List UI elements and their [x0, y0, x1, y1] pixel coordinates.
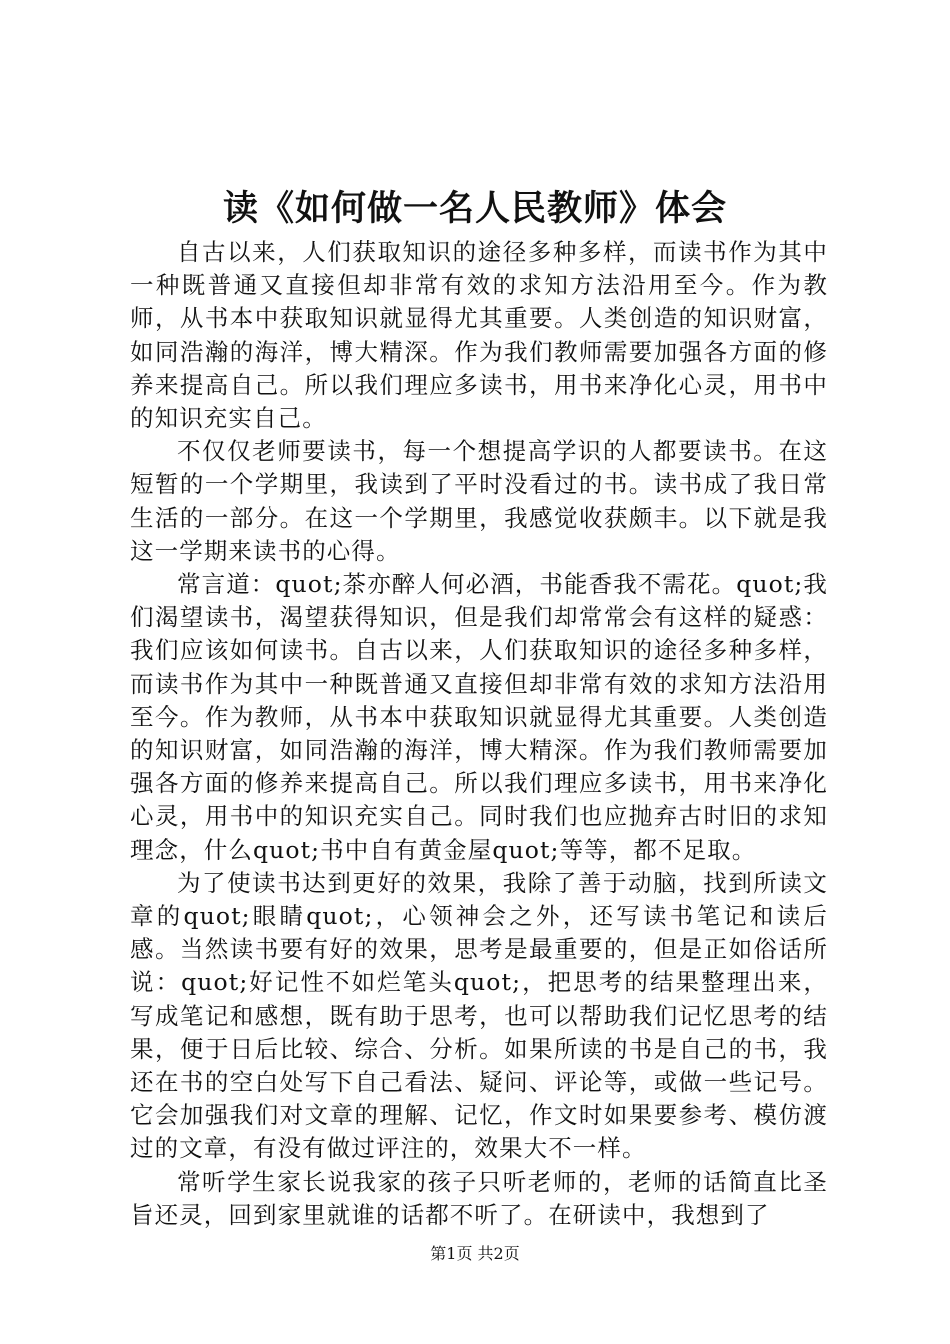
document-body — [130, 236, 828, 1232]
paragraph: 为了使读书达到更好的效果，我除了善于动脑，找到所读文章的quot;眼睛quot;，心领神会之外，还写读书笔记和读后感。当然读书要有好的效果，思考是最重要的，但是正如俗话所说：quot;好记性不如烂笔头quot;，把思考的结果整理出来，写成笔记和感想，既有助于思考，也可以帮助我们记忆思考的结果，便于日后比较、综合、分析。如果所读的书是自己的书，我还在书的空白处写下自己看法、疑问、评论等，或做一些记号。它会加强我们对文章的理解、记忆，作文时如果要参考、模仿渡过的文章，有没有做过评注的，效果大不一样。 — [130, 868, 828, 1163]
page-footer: 第1页 共2页 — [430, 1244, 520, 1263]
paragraph: 常听学生家长说我家的孩子只听老师的，老师的话简直比圣旨还灵，回到家里就谁的话都不听了。在研读中，我想到了 — [130, 1167, 828, 1229]
page-title: 读《如何做一名人民教师》体会 — [222, 189, 727, 229]
paragraph: 常言道：quot;茶亦醉人何必酒，书能香我不需花。quot;我们渴望读书，渴望获得知识，但是我们却常常会有这样的疑惑：我们应该如何读书。自古以来，人们获取知识的途径多种多样，而读书作为其中一种既普通又直接但却非常有效的求知方法沿用至今。作为教师，从书本中获取知识就显得尤其重要。人类创造的知识财富，如同浩瀚的海洋，博大精深。作为我们教师需要加强各方面的修养来提高自己。所以我们理应多读书，用书来净化心灵，用书中的知识充实自己。同时我们也应抛弃古时旧的求知理念，什么quot;书中自有黄金屋quot;等等，都不足取。 — [130, 570, 828, 864]
paragraph: 自古以来，人们获取知识的途径多种多样，而读书作为其中一种既普通又直接但却非常有效的求知方法沿用至今。作为教师，从书本中获取知识就显得尤其重要。人类创造的知识财富，如同浩瀚的海洋，博大精深。作为我们教师需要加强各方面的修养来提高自己。所以我们理应多读书，用书来净化心灵，用书中的知识充实自己。 — [130, 238, 828, 433]
paragraph: 不仅仅老师要读书，每一个想提高学识的人都要读书。在这短暂的一个学期里，我读到了平时没看过的书。读书成了我日常生活的一部分。在这一个学期里，我感觉收获颇丰。以下就是我这一学期来读书的心得。 — [130, 437, 828, 565]
